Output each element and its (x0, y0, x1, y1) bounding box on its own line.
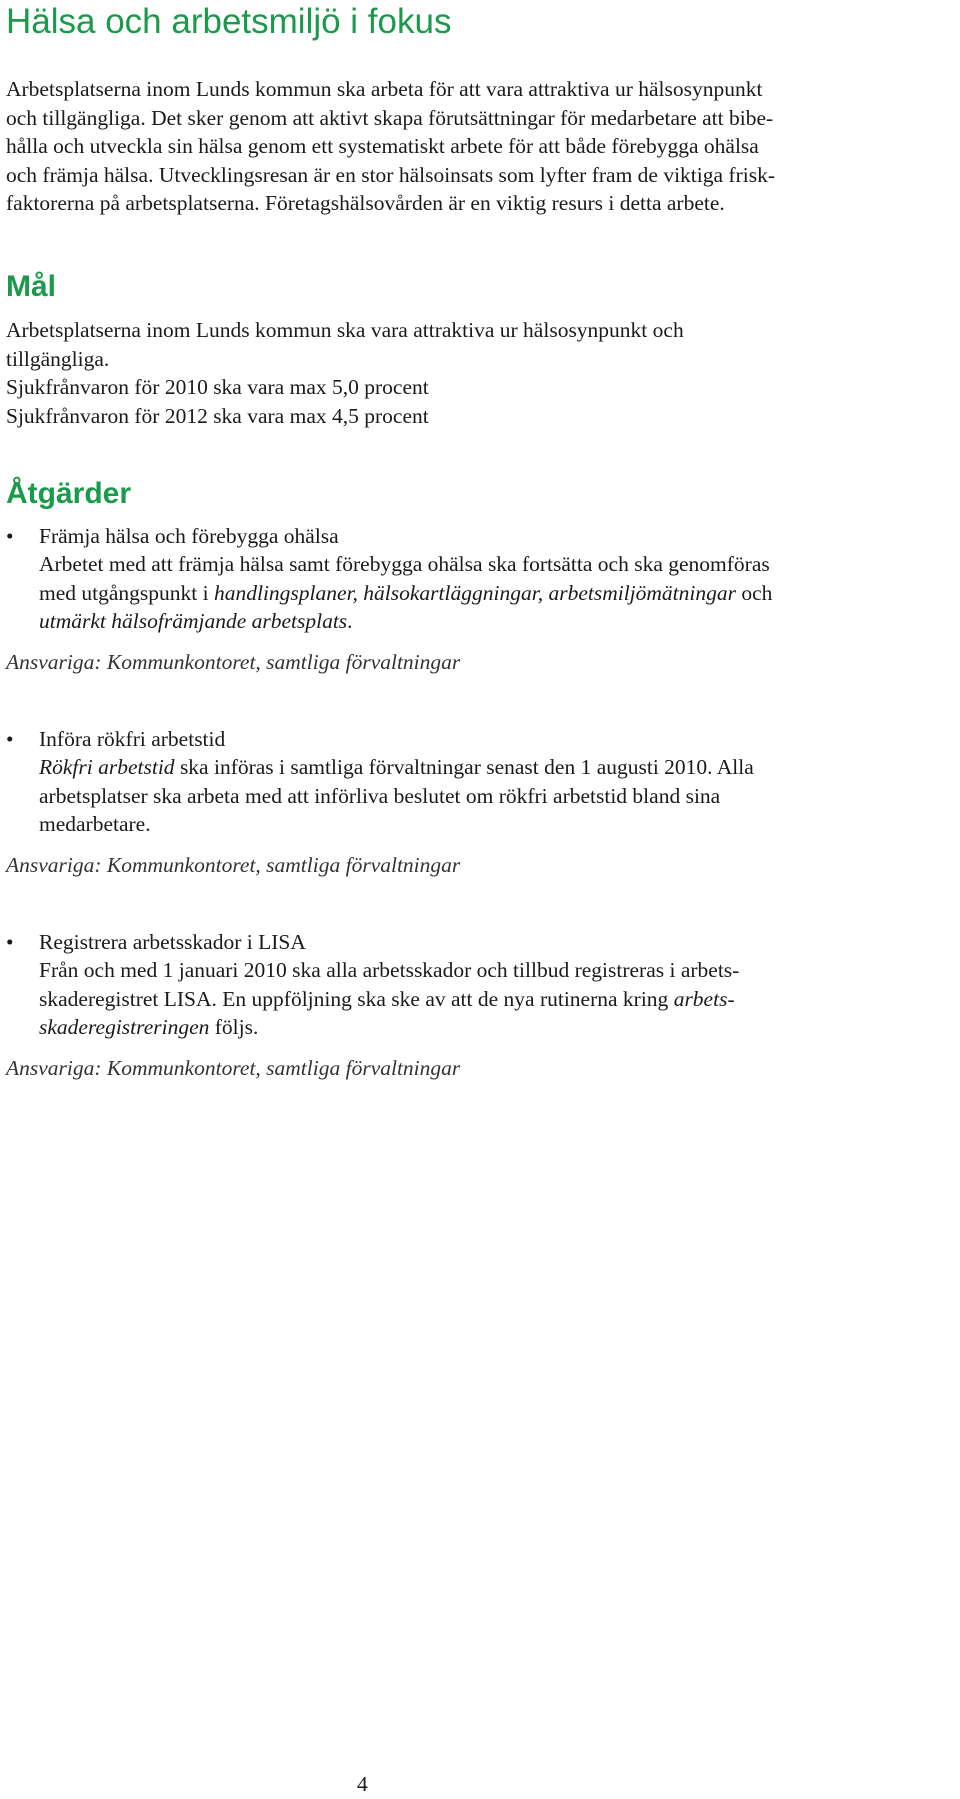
responsible-line: Ansvariga: Kommunkontoret, samtliga förvaltningar (6, 853, 461, 877)
goals-heading: Mål (6, 270, 57, 303)
action-line: arbetsplatser ska arbeta med att införliva beslutet om rökfri arbetstid bland sina (39, 783, 721, 808)
action-line (39, 753, 949, 782)
italic-run: arbets- (673, 986, 735, 1011)
text-run: med utgångspunkt i (39, 580, 214, 605)
action-line: Från och med 1 januari 2010 ska alla arbetsskador och tillbud registreras i arbets- (39, 958, 740, 982)
action-line (39, 607, 949, 636)
action-body (39, 956, 949, 1042)
intro-line: Arbetsplatserna inom Lunds kommun ska arbeta för att vara attraktiva ur hälsosynpunkt (6, 77, 763, 101)
page-number: 4 (357, 1772, 368, 1796)
goals-line: Sjukfrånvaron för 2010 ska vara max 5,0 procent (6, 375, 429, 399)
goals-line: Sjukfrånvaron för 2012 ska vara max 4,5 procent (6, 403, 429, 428)
action-title: Främja hälsa och förebygga ohälsa (39, 524, 339, 548)
goals-line: Arbetsplatserna inom Lunds kommun ska vara attraktiva ur hälsosynpunkt och (6, 318, 684, 342)
italic-run: handlingsplaner, hälsokartläggningar, arbetsmiljömätningar (213, 580, 736, 605)
action-line (39, 985, 949, 1014)
text-run: . (347, 609, 353, 633)
action-line: medarbetare. (39, 812, 151, 836)
action-body (39, 550, 949, 636)
italic-run: skaderegistreringen (39, 1015, 210, 1039)
action-item-smokefree (6, 725, 225, 754)
action-item-lisa (6, 928, 306, 957)
bullet-icon: • (6, 727, 14, 751)
text-run: ska införas i samtliga förvaltningar senast den 1 augusti 2010. Alla (174, 755, 754, 779)
bullet-icon: • (6, 524, 14, 548)
intro-line: och tillgängliga. Det sker genom att aktivt skapa förutsättningar för medarbetare att bibe- (6, 105, 774, 130)
bullet-icon: • (6, 930, 14, 954)
action-line (39, 1013, 949, 1042)
italic-run: utmärkt hälsofrämjande arbetsplats (39, 609, 348, 633)
goals-line: tillgängliga. (6, 346, 110, 371)
action-title: Införa rökfri arbetstid (39, 727, 226, 751)
intro-paragraph (6, 75, 946, 218)
actions-heading: Åtgärder (6, 477, 132, 510)
italic-run: Rökfri arbetstid (39, 755, 175, 779)
text-run: följs. (209, 1015, 259, 1039)
intro-line: hålla och utveckla sin hälsa genom ett systematiskt arbete för att både förebygga ohälsa (6, 134, 759, 158)
responsible-line: Ansvariga: Kommunkontoret, samtliga förvaltningar (6, 1056, 461, 1080)
intro-line: faktorerna på arbetsplatserna. Företagshälsovården är en viktig resurs i detta arbete. (6, 191, 725, 215)
responsible-line: Ansvariga: Kommunkontoret, samtliga förvaltningar (6, 650, 461, 674)
intro-line: och främja hälsa. Utvecklingsresan är en stor hälsoinsats som lyfter fram de viktiga frisk- (6, 162, 775, 187)
goals-paragraph (6, 316, 946, 430)
action-line (39, 579, 949, 608)
action-title: Registrera arbetsskador i LISA (39, 930, 306, 954)
text-run: skaderegistret LISA. En uppföljning ska ske av att de nya rutinerna kring (39, 986, 674, 1011)
action-line: Arbetet med att främja hälsa samt förebygga ohälsa ska fortsätta och ska genomföras (39, 552, 770, 576)
action-body (39, 753, 949, 839)
text-run: och (736, 580, 773, 605)
action-item-health (6, 522, 339, 551)
page-title: Hälsa och arbetsmiljö i fokus (6, 2, 452, 41)
